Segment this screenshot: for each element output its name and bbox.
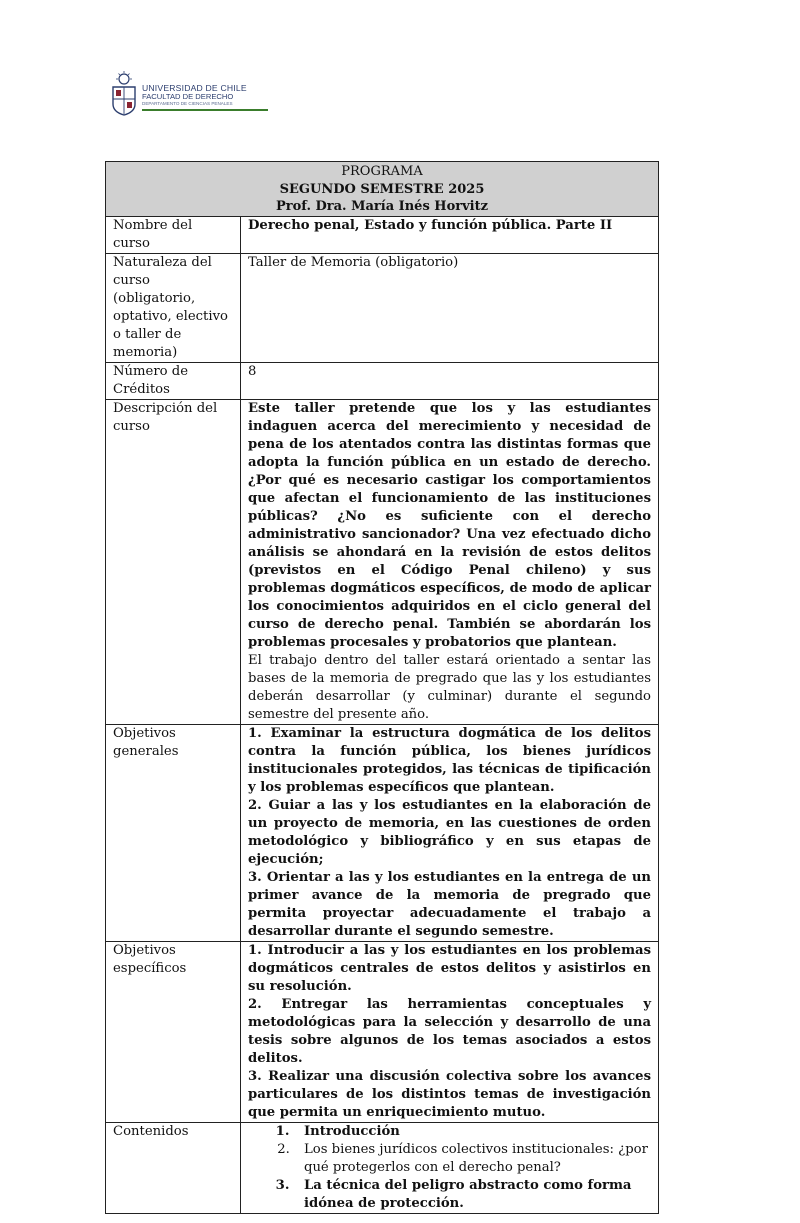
logo-underline: [142, 109, 268, 111]
value-nature: Taller de Memoria (obligatorio): [241, 253, 659, 362]
value-course-name: Derecho penal, Estado y función pública. Parte II: [241, 216, 659, 253]
contents-item-2: 2. Los bienes jurídicos colectivos institucionales: ¿por qué protegerlos con el derecho penal?: [294, 1141, 651, 1177]
label-general-objectives: Objetivos generales: [106, 724, 241, 941]
row-contents: [106, 1122, 659, 1213]
general-objective-3: 3. Orientar a las y los estudiantes en la entrega de un primer avance de la memoria de pregrado que permita proyectar adecuadamente el trabajo a desarrollar durante el segundo semestre.: [248, 869, 651, 939]
row-credits: [106, 362, 659, 399]
university-logo: [110, 70, 268, 120]
logo-faculty: FACULTAD DE DERECHO: [142, 92, 234, 101]
row-general-objectives: [106, 724, 659, 941]
label-course-name: Nombre del curso: [106, 216, 241, 253]
description-paragraph-2: El trabajo dentro del taller estará orientado a sentar las bases de la memoria de pregrado que las y los estudiantes deberán desarrollar (y culminar) durante el segundo semestre del presente año.: [248, 652, 651, 722]
label-description: Descripción del curso: [106, 399, 241, 724]
value-description: [241, 399, 659, 724]
row-description: [106, 399, 659, 724]
university-seal-icon: [110, 70, 138, 116]
label-contents: Contenidos: [106, 1122, 241, 1213]
label-specific-objectives: Objetivos específicos: [106, 941, 241, 1122]
row-specific-objectives: [106, 941, 659, 1122]
program-table: [105, 161, 659, 1214]
logo-text: [142, 84, 268, 111]
header-professor: Prof. Dra. María Inés Horvitz: [276, 199, 488, 214]
specific-objective-1: 1. Introducir a las y los estudiantes en los problemas dogmáticos centrales de estos delitos y asistirlos en su resolución.: [248, 942, 651, 994]
value-specific-objectives: [241, 941, 659, 1122]
contents-item-1: 1. Introducción: [294, 1123, 651, 1141]
general-objective-2: 2. Guiar a las y los estudiantes en la elaboración de un proyecto de memoria, en las cuestiones de orden metodológico y bibliográfico y en sus etapas de ejecución;: [248, 797, 651, 867]
header-cell: [106, 162, 659, 217]
contents-item-3: 3. La técnica del peligro abstracto como forma idónea de protección.: [294, 1177, 651, 1213]
label-nature: Naturaleza del curso (obligatorio, optativo, electivo o taller de memoria): [106, 253, 241, 362]
header-semester: SEGUNDO SEMESTRE 2025: [279, 181, 485, 197]
row-course-name: [106, 216, 659, 253]
logo-university: UNIVERSIDAD DE CHILE: [142, 83, 247, 93]
value-general-objectives: [241, 724, 659, 941]
row-nature: [106, 253, 659, 362]
logo-department: DEPARTAMENTO DE CIENCIAS PENALES: [142, 101, 233, 106]
contents-list: [248, 1123, 651, 1213]
general-objective-1: 1. Examinar la estructura dogmática de los delitos contra la función pública, los bienes jurídicos institucionales protegidos, las técnicas de tipificación y los problemas específicos que plantean.: [248, 725, 651, 795]
specific-objective-2: 2. Entregar las herramientas conceptuales y metodológicas para la selección y desarrollo de una tesis sobre algunos de los temas asociados a estos delitos.: [248, 996, 651, 1066]
value-credits: 8: [241, 362, 659, 399]
label-credits: Número de Créditos: [106, 362, 241, 399]
header-row: [106, 162, 659, 217]
header-title: PROGRAMA: [341, 164, 423, 179]
value-contents: [241, 1122, 659, 1213]
description-paragraph-1: Este taller pretende que los y las estudiantes indaguen acerca del merecimiento y necesidad de pena de los atentados contra las distintas formas que adopta la función pública en un estado de derecho. ¿Por qué es necesario castigar los comportamientos que afectan el funcionamiento de las instituciones públicas? ¿No es suficiente con el derecho administrativo sancionador? Una vez efectuado dicho análisis se ahondará en la revisión de estos delitos (previstos en el Código Penal chileno) y sus problemas dogmáticos específicos, de modo de aplicar los conocimientos adquiridos en el ciclo general del curso de derecho penal. También se abordarán los problemas procesales y probatorios que plantean.: [248, 400, 651, 650]
specific-objective-3: 3. Realizar una discusión colectiva sobre los avances particulares de los distintos temas de investigación que permita un enriquecimiento mutuo.: [248, 1068, 651, 1120]
